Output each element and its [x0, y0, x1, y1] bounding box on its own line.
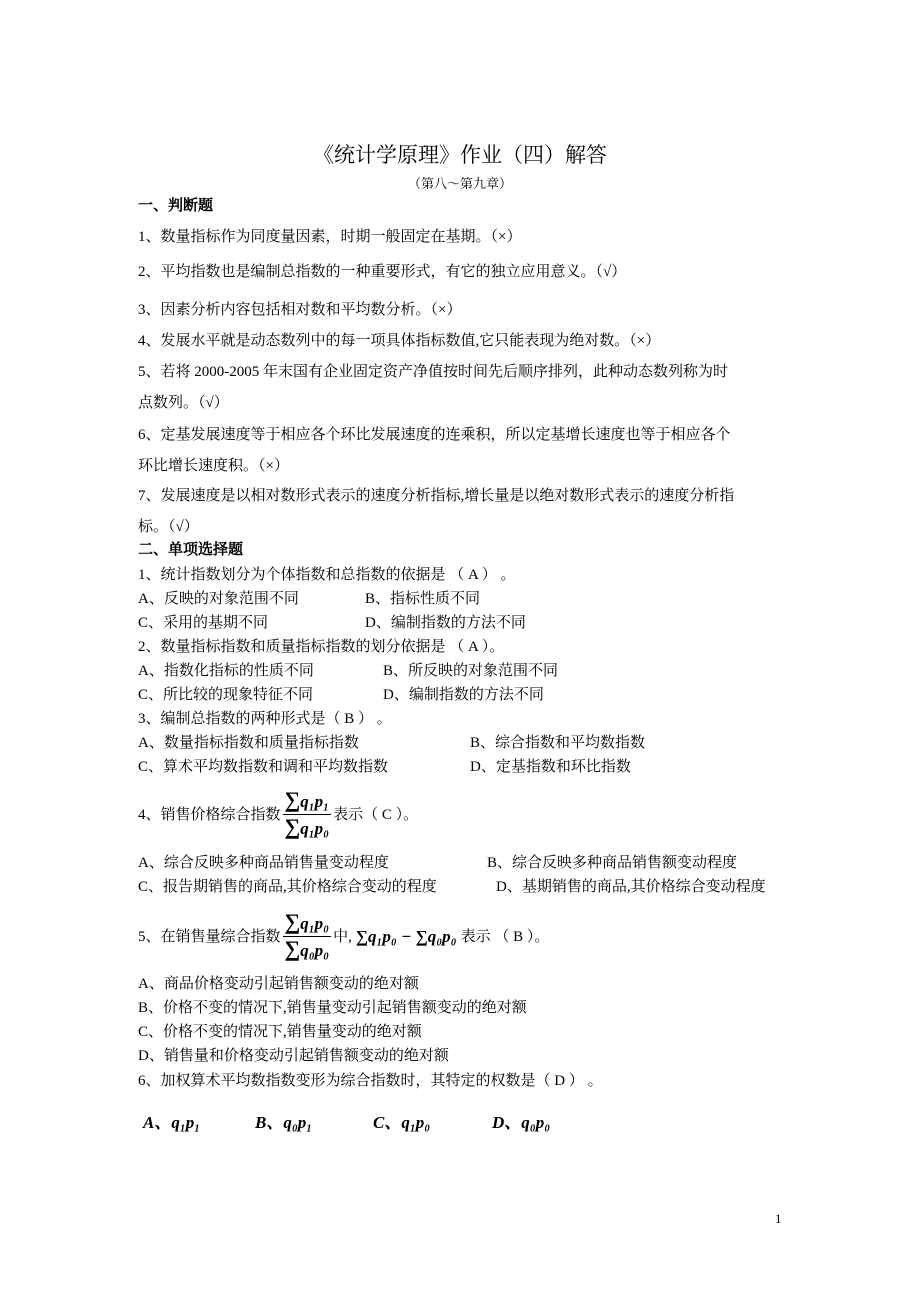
question-stem — [138, 788, 418, 841]
tf-item: 4、发展水平就是动态数列中的每一项具体指标数值,它只能表现为绝对数。（×） — [138, 333, 661, 349]
option: A、指数化指标的性质不同 — [138, 663, 314, 679]
option: B、指标性质不同 — [365, 591, 481, 607]
stem-text: 表示（ C ）。 — [333, 806, 419, 823]
question-stem: 6、加权算术平均数指数变形为综合指数时，其特定的权数是（ D ） 。 — [138, 1073, 603, 1089]
formula-fraction: $\frac{\text{∑q₁p₁}}{\text{∑q₁p₀}}$ — [284, 787, 330, 839]
option: B、q₀p₁ — [255, 1113, 313, 1132]
stem-text: 5、在销售量综合指数 — [138, 928, 281, 945]
question-stem — [138, 910, 549, 963]
tf-item: 5、若将 2000-2005 年末国有企业固定资产净值按时间先后顺序排列，此种动态数列称为时 — [138, 364, 728, 380]
option: C、算术平均数指数和调和平均数指数 — [138, 759, 389, 775]
option: A、q₁p₁ — [143, 1113, 201, 1132]
stem-text: 中, — [333, 928, 352, 945]
tf-item: 标。（√） — [138, 519, 199, 535]
option: C、所比较的现象特征不同 — [138, 687, 314, 703]
tf-item: 点数列。（√） — [138, 395, 229, 411]
denominator: q₁p₀ — [300, 819, 330, 838]
formula-fraction: $\frac{\text{∑q₁p₀}}{\text{∑q₀p₀}}$ — [284, 909, 330, 961]
option: C、q₁p₀ — [373, 1113, 431, 1132]
tf-item: 2、平均指数也是编制总指数的一种重要形式，有它的独立应用意义。（√） — [138, 264, 627, 280]
option: D、销售量和价格变动引起销售额变动的绝对额 — [138, 1048, 449, 1064]
tf-item: 7、发展速度是以相对数形式表示的速度分析指标,增长量是以绝对数形式表示的速度分析指 — [138, 488, 735, 504]
page-title: 《统计学原理》作业（四）解答 — [313, 143, 607, 167]
option: B、综合反映多种商品销售额变动程度 — [487, 855, 738, 871]
tf-item: 3、因素分析内容包括相对数和平均数分析。（×） — [138, 302, 462, 318]
section-heading: 二、单项选择题 — [138, 542, 244, 558]
option: A、反映的对象范围不同 — [138, 591, 299, 607]
tf-item: 环比增长速度积。（×） — [138, 458, 289, 474]
option: A、综合反映多种商品销售量变动程度 — [138, 855, 389, 871]
option: D、编制指数的方法不同 — [365, 615, 526, 631]
option: B、综合指数和平均数指数 — [470, 735, 646, 751]
denominator: q₀p₀ — [300, 941, 330, 960]
option: C、价格不变的情况下,销售量变动的绝对额 — [138, 1024, 422, 1040]
numerator: q₁p₀ — [300, 914, 330, 933]
question-stem: 2、数量指标指数和质量指标指数的划分依据是 （ A ）。 — [138, 639, 505, 655]
numerator: q₁p₁ — [300, 792, 330, 811]
option: A、数量指标指数和质量指标指数 — [138, 735, 359, 751]
formula-expression: ∑q₁p₀ − ∑q₀p₀ — [355, 926, 457, 946]
question-stem: 3、编制总指数的两种形式是（ B ） 。 — [138, 711, 392, 727]
option: C、报告期销售的商品,其价格综合变动的程度 — [138, 879, 437, 895]
option: A、商品价格变动引起销售额变动的绝对额 — [138, 976, 419, 992]
option: C、采用的基期不同 — [138, 615, 269, 631]
stem-text: 4、销售价格综合指数 — [138, 806, 281, 823]
option: D、基期销售的商品,其价格综合变动程度 — [496, 879, 766, 895]
tf-item: 6、定基发展速度等于相应各个环比发展速度的连乘积，所以定基增长速度也等于相应各个 — [138, 427, 731, 443]
option: D、编制指数的方法不同 — [383, 687, 544, 703]
section-heading: 一、判断题 — [138, 198, 214, 214]
page-number: 1 — [775, 1211, 782, 1226]
tf-item: 1、数量指标作为同度量因素，时期一般固定在基期。（×） — [138, 229, 522, 245]
stem-text: 表示 （ B ）。 — [460, 928, 550, 945]
option: D、定基指数和环比指数 — [470, 759, 631, 775]
option: B、所反映的对象范围不同 — [383, 663, 559, 679]
option: D、q₀p₀ — [492, 1113, 551, 1132]
question-stem: 1、统计指数划分为个体指数和总指数的依据是 （ A ） 。 — [138, 567, 516, 583]
page-subtitle: （第八～第九章） — [407, 176, 512, 191]
option: B、价格不变的情况下,销售量变动引起销售额变动的绝对额 — [138, 1000, 527, 1016]
